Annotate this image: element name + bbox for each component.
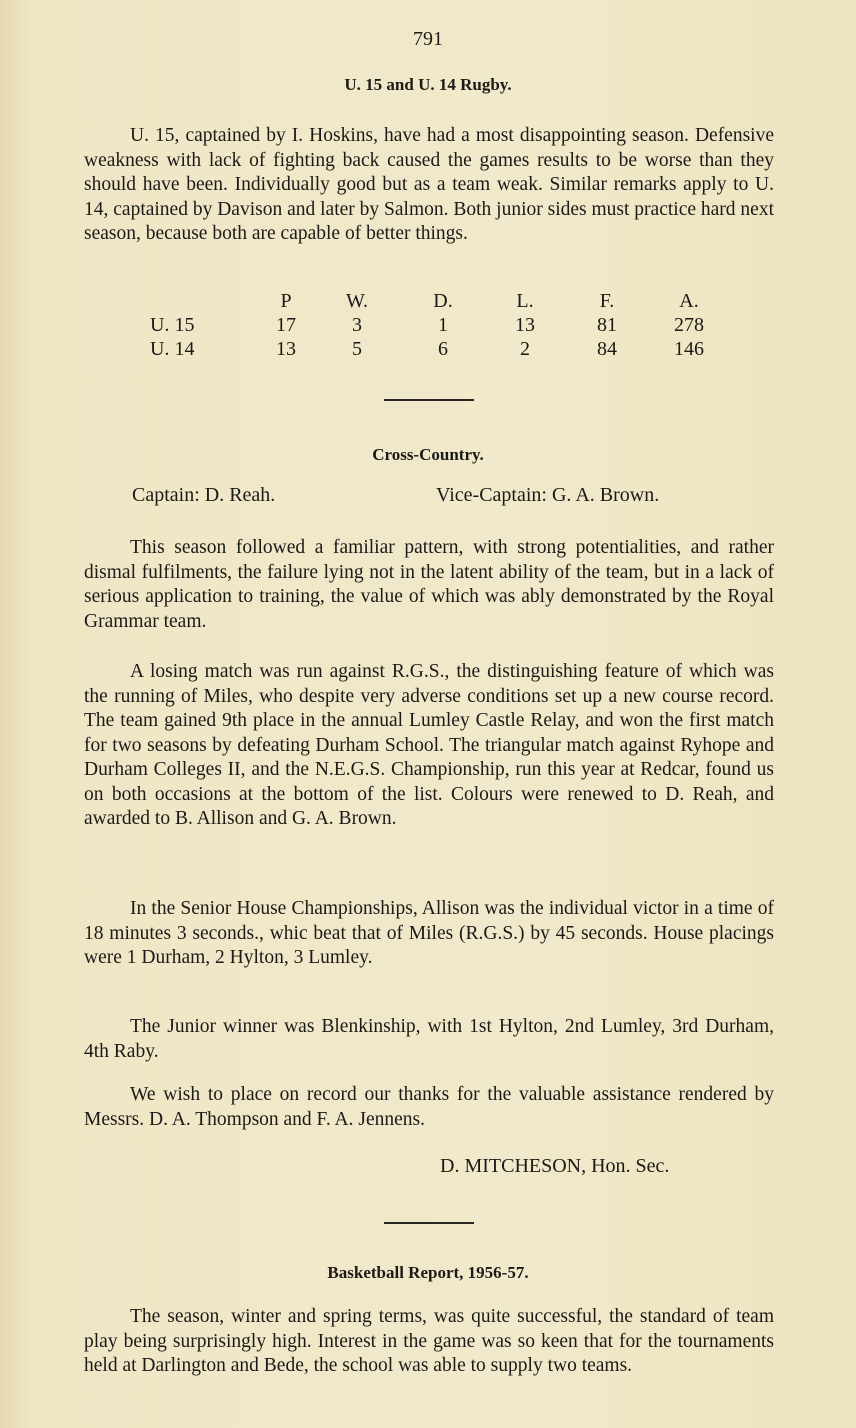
table-header-cell: [150, 289, 260, 313]
rugby-paragraph: U. 15, captained by I. Hoskins, have had a most disappointing season. Defensive weakness with lack of fighting back caused the games results to be worse than they should have been. Individually good but as a team weak. Similar remarks apply to U. 14, captained by Davison and later by Salmon. Both junior sides must practice hard next season, because both are capable of better things.: [84, 125, 774, 244]
table-row: [150, 313, 730, 337]
table-cell: 6: [438, 338, 448, 360]
table-cell: 1: [438, 314, 448, 336]
table-cell: U. 14: [150, 338, 195, 360]
table-cell: 278: [674, 314, 704, 336]
table-cell: 81: [597, 314, 617, 336]
table-cell: 146: [674, 338, 704, 360]
section-divider: [384, 399, 474, 401]
cross-country-heading: Cross-Country.: [372, 445, 484, 464]
cross-country-paragraph: A losing match was run against R.G.S., the distinguishing feature of which was the running of Miles, who despite very adverse conditions set up a new course record. The team gained 9th place in the annual Lumley Castle Relay, and won the first match for two seasons by defeating Durham School. The triangular match against Ryhope and Durham Colleges II, and the N.E.G.S. Championship, run this year at Redcar, found us on both occasions at the bottom of the list. Colours were renewed to D. Reah, and awarded to B. Allison and G. A. Brown.: [84, 661, 774, 829]
table-cell: 3: [352, 314, 362, 336]
page-number: 791: [413, 28, 443, 50]
rugby-heading: U. 15 and U. 14 Rugby.: [344, 75, 512, 94]
vice-captain-label: Vice-Captain: G. A. Brown.: [436, 484, 660, 506]
table-cell: 5: [352, 338, 362, 360]
cross-country-paragraph: The Junior winner was Blenkinship, with 1st Hylton, 2nd Lumley, 3rd Durham, 4th Raby.: [84, 1016, 774, 1062]
table-row: [150, 337, 730, 361]
captain-label: Captain: D. Reah.: [132, 484, 276, 506]
cross-country-paragraph: This season followed a familiar pattern, with strong potentialities, and rather dismal fulfilments, the failure lying not in the latent ability of the team, but in a lack of serious application to training, the value of which was ably demonstrated by the Royal Grammar team.: [84, 537, 774, 632]
table-header-cell: P: [280, 290, 292, 312]
table-cell: 13: [515, 314, 535, 336]
table-header-cell: L.: [516, 290, 534, 312]
table-header-cell: D.: [433, 290, 453, 312]
cross-country-paragraph: In the Senior House Championships, Allison was the individual victor in a time of 18 minutes 3 seconds., whic beat that of Miles (R.G.S.) by 45 seconds. House placings were 1 Durham, 2 Hylton, 3 Lumley.: [84, 898, 774, 968]
section-divider: [384, 1222, 474, 1224]
basketball-paragraph: The season, winter and spring terms, was quite successful, the standard of team play being surprisingly high. Interest in the game was so keen that for the tournaments held at Darlington and Bede, the school was able to supply two teams.: [84, 1306, 774, 1376]
signature: D. MITCHESON, Hon. Sec.: [440, 1155, 670, 1177]
basketball-heading: Basketball Report, 1956-57.: [327, 1263, 529, 1282]
table-header-cell: A.: [679, 290, 699, 312]
table-cell: 84: [597, 338, 617, 360]
table-cell: 2: [520, 338, 530, 360]
table-header-cell: W.: [345, 290, 369, 312]
cross-country-paragraph: We wish to place on record our thanks for the valuable assistance rendered by Messrs. D. A. Thompson and F. A. Jennens.: [84, 1084, 774, 1130]
table-header-row: [150, 289, 730, 313]
table-cell: 17: [276, 314, 296, 336]
rugby-results-table: [150, 289, 730, 361]
table-cell: U. 15: [150, 314, 195, 336]
table-cell: 13: [276, 338, 296, 360]
table-header-cell: F.: [599, 290, 615, 312]
